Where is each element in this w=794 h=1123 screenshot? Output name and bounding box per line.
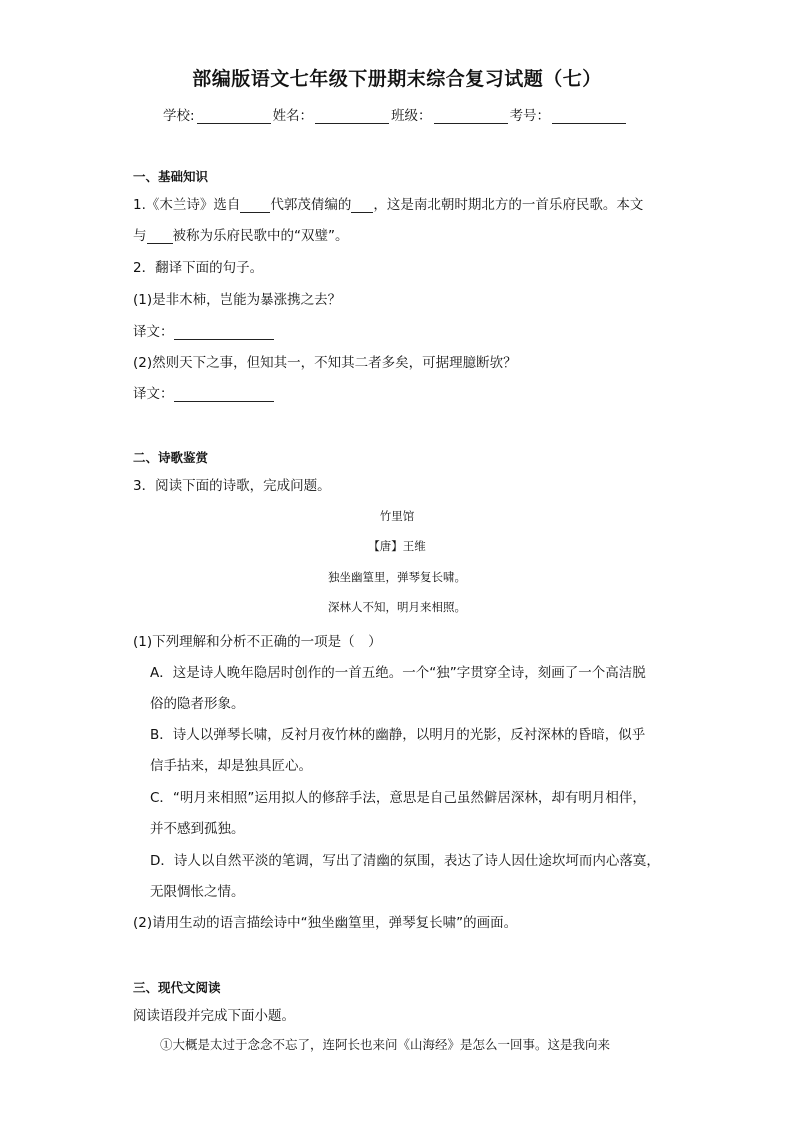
- option-a-line-2: 俗的隐者形象。: [150, 696, 245, 712]
- option-d-line-1[interactable]: D．诗人以自然平淡的笔调，写出了清幽的氛围，表达了诗人因仕途坎坷而内心落寞，: [150, 853, 660, 869]
- q1-blank-1[interactable]: [240, 198, 270, 213]
- question-1-line-2: [133, 224, 349, 244]
- poem-line-2: 深林人不知，明月来相照。: [328, 600, 466, 614]
- q1-text-e: 被称为乐府民歌中的“双璧”。: [172, 228, 349, 244]
- translation-label: 译文：: [133, 386, 174, 402]
- q1-text-b: 代郭茂倩编的: [270, 197, 352, 213]
- translation-2: [133, 382, 274, 402]
- poem-line-1: 独坐幽篁里，弹琴复长啸。: [328, 570, 466, 584]
- class-blank[interactable]: [434, 109, 508, 124]
- section-heading-poetry: 二、诗歌鉴赏: [133, 450, 209, 465]
- translation-1: [133, 320, 274, 340]
- question-3-stem: 3．阅读下面的诗歌，完成问题。: [133, 478, 331, 494]
- reading-instruction: 阅读语段并完成下面小题。: [133, 1008, 295, 1024]
- name-label: 姓名：: [272, 108, 314, 124]
- subquestion-1: (1)下列理解和分析不正确的一项是（ ）: [133, 634, 382, 650]
- option-c-line-1[interactable]: C．“明月来相照”运用拟人的修辞手法，意思是自己虽然僻居深林，却有明月相伴，: [150, 790, 646, 806]
- translation-label: 译文：: [133, 324, 174, 340]
- q1-blank-3[interactable]: [147, 229, 173, 244]
- class-label: 班级：: [391, 108, 432, 124]
- question-2-sentence-2: (2)然则天下之事，但知其一，不知其二者多矣，可据理臆断欤？: [133, 355, 517, 371]
- passage-paragraph-1: ①大概是太过于念念不忘了，连阿长也来问《山海经》是怎么一回事。这是我向来: [160, 1037, 611, 1052]
- question-2-stem: 2．翻译下面的句子。: [133, 260, 264, 276]
- q1-text-a: 1.《木兰诗》选自: [133, 197, 241, 213]
- poem-author: 【唐】王维: [368, 539, 426, 553]
- option-b-line-1[interactable]: B．诗人以弹琴长啸，反衬月夜竹林的幽静，以明月的光影，反衬深林的昏暗，似乎: [150, 727, 646, 743]
- option-c-line-2: 并不感到孤独。: [150, 821, 245, 837]
- school-label: 学校:: [163, 108, 195, 124]
- section-heading-modern-reading: 三、现代文阅读: [133, 980, 221, 995]
- subquestion-2: (2)请用生动的语言描绘诗中“独坐幽篁里，弹琴复长啸”的画面。: [133, 915, 518, 931]
- option-a-line-1[interactable]: A．这是诗人晚年隐居时创作的一首五绝。一个“独”字贯穿全诗，刻画了一个高洁脱: [150, 665, 646, 681]
- option-d-line-2: 无限惆怅之情。: [150, 884, 245, 900]
- translation-2-blank[interactable]: [174, 387, 274, 402]
- q1-text-d: 与: [133, 228, 147, 244]
- q1-text-c: ，这是南北朝时期北方的一首乐府民歌。本文: [373, 197, 644, 213]
- question-2-sentence-1: (1)是非木柿，岂能为暴涨携之去？: [133, 292, 342, 308]
- exam-no-blank[interactable]: [552, 109, 626, 124]
- exam-no-label: 考号：: [509, 108, 551, 124]
- section-heading-basic: 一、基础知识: [133, 169, 209, 184]
- poem-title: 竹里馆: [379, 509, 415, 523]
- translation-1-blank[interactable]: [174, 325, 274, 340]
- q1-blank-2[interactable]: [351, 198, 373, 213]
- page-title: 部编版语文七年级下册期末综合复习试题（七）: [192, 68, 602, 90]
- name-blank[interactable]: [315, 109, 389, 124]
- school-blank[interactable]: [197, 109, 271, 124]
- option-b-line-2: 信手拈来，却是独具匠心。: [150, 758, 312, 774]
- student-info-line: [163, 104, 628, 124]
- question-1-line-1: [133, 193, 643, 213]
